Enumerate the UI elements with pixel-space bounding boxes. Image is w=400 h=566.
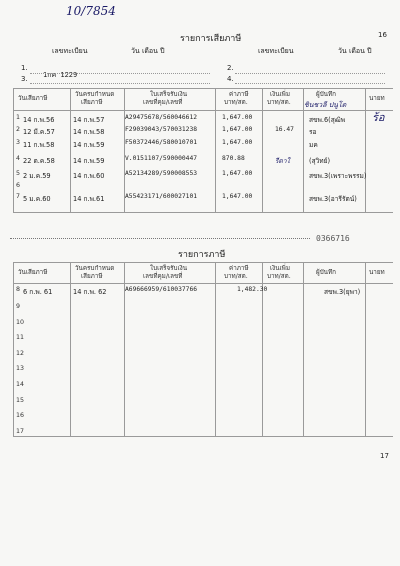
tax-amount: 1,647.00 bbox=[222, 114, 253, 121]
reg-label-right: เลขทะเบียน bbox=[258, 47, 294, 55]
empty-row-number: 16 bbox=[16, 412, 25, 420]
receipt-number: A52134289/590008553 bbox=[125, 170, 198, 177]
col-tax-1: ค่าภาษี bbox=[229, 91, 249, 98]
col2-due-1: วันครบกำหนด bbox=[75, 265, 115, 272]
col2-add-2: บาท/สต. bbox=[267, 273, 291, 280]
row-number: 6 bbox=[16, 182, 21, 189]
table-row bbox=[13, 126, 393, 140]
tax-amount: 1,647.00 bbox=[222, 193, 253, 200]
due-date: 14 ก.พ.59 bbox=[73, 141, 105, 149]
reg-label-left: เลขทะเบียน bbox=[52, 47, 88, 55]
col2-tax-2: บาท/สต. bbox=[224, 273, 248, 280]
surcharge: 16.47 bbox=[275, 126, 294, 133]
date-label-left: วัน เดือน ปี bbox=[131, 47, 165, 55]
col2-receipt-2: เลขที่คุม/เลขที่ bbox=[143, 273, 183, 280]
surcharge: รีดาใ bbox=[275, 157, 290, 165]
recorder: มค bbox=[309, 141, 318, 149]
row-number: 4 bbox=[16, 155, 21, 162]
col-receipt-1: ใบเสร็จรับเงิน bbox=[150, 91, 188, 98]
row-number: 7 bbox=[16, 193, 21, 200]
slot-1: 1. bbox=[21, 64, 28, 72]
tax-amount: 1,647.00 bbox=[222, 170, 253, 177]
empty-row-number: 11 bbox=[16, 334, 25, 342]
col-due-2: เสียภาษี bbox=[81, 99, 103, 106]
page-title: รายการเสียภาษี bbox=[180, 34, 242, 44]
table-row bbox=[13, 286, 393, 300]
receipt-number: A29475678/560046612 bbox=[125, 114, 198, 121]
recorder: สขพ.3(เพราะพรรม) bbox=[309, 172, 367, 180]
handwritten-id: 10/7854 bbox=[66, 4, 116, 18]
receipt-number: F50372446/580010701 bbox=[125, 139, 198, 146]
col-receipt-2: เลขที่คุม/เลขที่ bbox=[143, 99, 183, 106]
col-date-paid: วันเสียภาษี bbox=[18, 95, 48, 102]
row-number: 1 bbox=[16, 114, 21, 121]
col-registrar: นายท bbox=[369, 95, 385, 102]
slot-2: 2. bbox=[227, 64, 234, 72]
col2-tax-1: ค่าภาษี bbox=[229, 265, 249, 272]
serial-fragment: 0366716 bbox=[316, 234, 350, 243]
row-number: 3 bbox=[16, 139, 21, 146]
col2-registrar: นายท bbox=[369, 269, 385, 276]
due-date: 14 ก.พ.60 bbox=[73, 172, 105, 180]
empty-row-number: 13 bbox=[16, 365, 25, 373]
tax-amount: 1,482.30 bbox=[237, 286, 268, 293]
tax-amount: 870.88 bbox=[222, 155, 245, 162]
recorder: สขพ.3(ยุพา) bbox=[324, 288, 361, 296]
col2-receipt-1: ใบเสร็จรับเงิน bbox=[150, 265, 188, 272]
date-paid: 12 มี.ค.57 bbox=[23, 128, 55, 136]
recorder: สขพ.6(สุฒิพ bbox=[309, 116, 346, 124]
col-due-1: วันครบกำหนด bbox=[75, 91, 115, 98]
due-date: 14 ก.พ.58 bbox=[73, 128, 105, 136]
row-number: 2 bbox=[16, 126, 21, 133]
slot-3: 3. bbox=[21, 75, 28, 83]
table-row bbox=[13, 139, 393, 153]
col2-add-1: เงินเพิ่ม bbox=[270, 265, 290, 272]
col2-due-2: เสียภาษี bbox=[81, 273, 103, 280]
col2-recorder: ผู้บันทึก bbox=[316, 269, 336, 276]
receipt-number: A55423171/600027101 bbox=[125, 193, 198, 200]
slot-4: 4. bbox=[227, 75, 234, 83]
empty-row-number: 15 bbox=[16, 396, 25, 404]
date-paid: 5 ม.ค.60 bbox=[23, 195, 51, 203]
col-add-1: เงินเพิ่ม bbox=[270, 91, 290, 98]
due-date: 14 ก.พ.61 bbox=[73, 195, 105, 203]
date-paid: 2 ม.ค.59 bbox=[23, 172, 51, 180]
empty-row-number: 9 bbox=[16, 303, 21, 310]
table-row bbox=[13, 155, 393, 169]
receipt-number: F29039043/570031238 bbox=[125, 126, 198, 133]
row-number: 5 bbox=[16, 170, 21, 177]
due-date: 14 ก.พ.59 bbox=[73, 157, 105, 165]
empty-row-number: 17 bbox=[16, 427, 25, 435]
table-row bbox=[13, 193, 393, 207]
col2-date-paid: วันเสียภาษี bbox=[18, 269, 48, 276]
date-paid: 6 ก.พ. 61 bbox=[23, 288, 53, 296]
due-date: 14 ก.พ. 62 bbox=[73, 288, 107, 296]
row-number: 8 bbox=[16, 286, 21, 293]
tax-amount: 1,647.00 bbox=[222, 126, 253, 133]
handwritten-note: ชินชวลี ปนูโด bbox=[304, 101, 347, 109]
date-paid: 14 ก.พ.56 bbox=[23, 116, 55, 124]
page-number-top: 16 bbox=[378, 31, 387, 39]
tax-amount: 1,647.00 bbox=[222, 139, 253, 146]
signature-mark: ร้อ bbox=[372, 111, 385, 124]
col-tax-2: บาท/สต. bbox=[224, 99, 248, 106]
recorder: สขพ.3(อารีรัตน์) bbox=[309, 195, 357, 203]
recorder: รอ bbox=[309, 128, 317, 136]
plate-number: 1กค 1229 bbox=[43, 71, 78, 79]
date-paid: 11 ก.พ.58 bbox=[23, 141, 55, 149]
col-recorder: ผู้บันทึก bbox=[316, 91, 336, 98]
page-number-bottom: 17 bbox=[380, 452, 389, 460]
date-paid: 22 ต.ค.58 bbox=[23, 157, 55, 165]
due-date: 14 ก.พ.57 bbox=[73, 116, 105, 124]
date-label-right: วัน เดือน ปี bbox=[338, 47, 372, 55]
section-title-2: รายการภาษี bbox=[178, 250, 226, 260]
empty-row-number: 14 bbox=[16, 381, 25, 388]
empty-row-number: 12 bbox=[16, 349, 25, 357]
recorder: (สุวิทย์) bbox=[309, 157, 331, 165]
empty-row-number: 10 bbox=[16, 318, 25, 326]
col-add-2: บาท/สต. bbox=[267, 99, 291, 106]
receipt-number: A69666959/610037766 bbox=[125, 286, 198, 293]
receipt-number: V.0151107/590000447 bbox=[125, 155, 198, 162]
